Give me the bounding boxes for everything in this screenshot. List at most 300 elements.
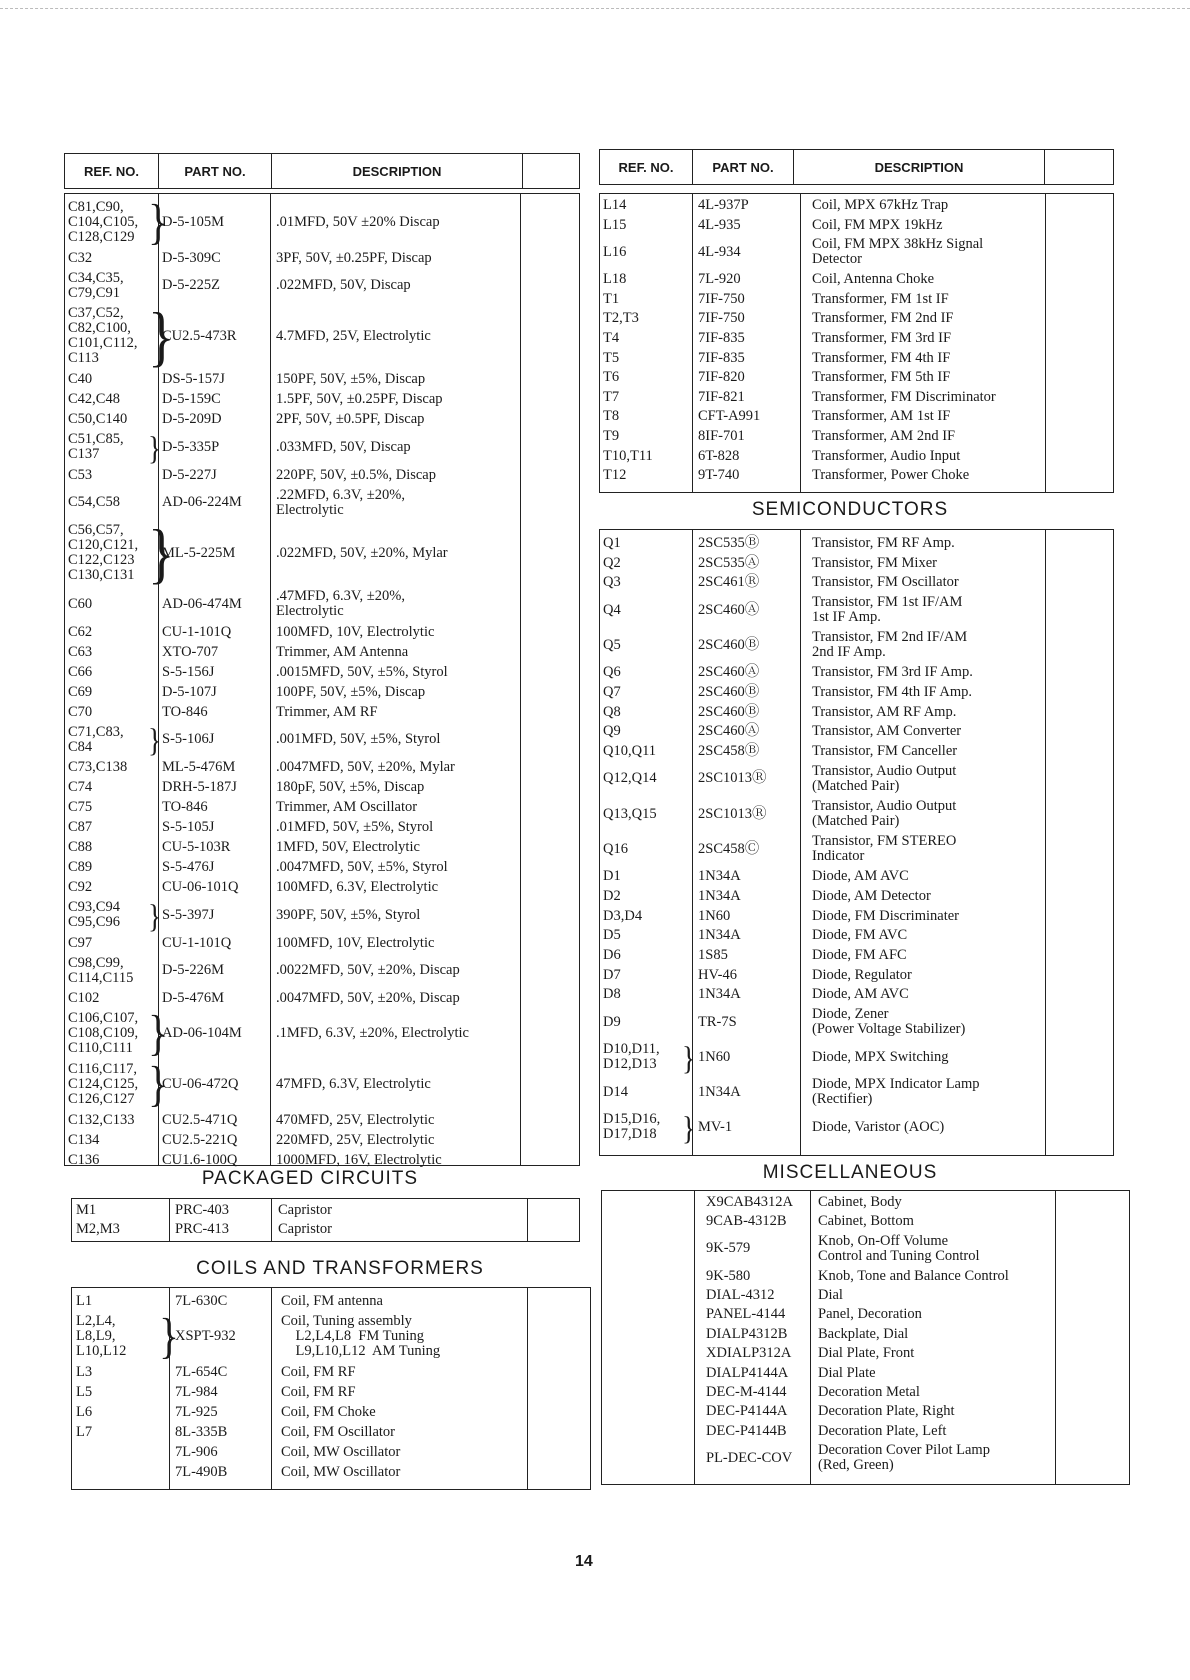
header-ref: REF. NO.	[65, 154, 159, 188]
part-cell: DEC-P4144A	[706, 1403, 788, 1420]
table-row	[600, 1007, 1113, 1038]
table-row	[65, 705, 579, 720]
table-row	[600, 218, 1113, 233]
desc-cell: Cabinet, Body	[818, 1194, 902, 1210]
part-cell: DS-5-157J	[162, 371, 225, 388]
table-row	[65, 412, 579, 427]
desc-cell: .1MFD, 6.3V, ±20%, Electrolytic	[276, 1025, 469, 1042]
part-cell: S-5-106J	[162, 731, 215, 748]
part-cell: 2SC460Ⓑ	[698, 703, 760, 720]
desc-cell: Coil, FM MPX 19kHz	[812, 216, 943, 233]
ref-cell: C73,C138	[68, 759, 128, 776]
part-cell: CU2.5-473R	[162, 328, 237, 345]
table-row	[65, 1005, 579, 1061]
table-row	[600, 869, 1113, 884]
table-row	[72, 1203, 579, 1218]
part-cell: AD-06-474M	[162, 596, 242, 613]
part-cell: D-5-226M	[162, 962, 225, 979]
desc-cell: Coil, MW Oscillator	[281, 1463, 401, 1480]
part-cell: 9K-580	[706, 1267, 751, 1284]
table-row	[602, 1195, 1129, 1210]
right-table-header	[599, 149, 1114, 185]
brace-mark: }	[148, 721, 162, 759]
ref-cell: C116,C117, C124,C125, C126,C127	[68, 1060, 139, 1107]
part-cell: S-5-105J	[162, 819, 215, 836]
part-cell: CU-5-103R	[162, 839, 231, 856]
desc-cell: Diode, Varistor (AOC)	[812, 1118, 945, 1135]
table-row	[602, 1346, 1129, 1361]
ref-cell: C54,C58	[68, 494, 120, 511]
table-row	[600, 889, 1113, 904]
table-row	[602, 1424, 1129, 1439]
part-cell: 1N34A	[698, 1083, 741, 1100]
table-row	[65, 685, 579, 700]
table-row	[602, 1366, 1129, 1381]
table-row	[72, 1385, 590, 1400]
desc-cell: Coil, FM RF	[281, 1383, 356, 1400]
ref-cell: C40	[68, 371, 93, 388]
part-cell: DEC-P4144B	[706, 1422, 787, 1439]
desc-cell: Diode, Zener (Power Voltage Stabilizer)	[812, 1006, 966, 1037]
ref-cell: C102	[68, 990, 100, 1006]
part-cell: D-5-335P	[162, 439, 220, 456]
part-cell: 4L-934	[698, 243, 741, 260]
part-cell: 8IF-701	[698, 428, 745, 444]
desc-cell: Decoration Plate, Left	[818, 1422, 947, 1439]
desc-cell: Coil, FM MPX 38kHz Signal Detector	[812, 236, 984, 268]
desc-cell: Transformer, Power Choke	[812, 467, 970, 484]
ref-cell: Q4	[603, 601, 621, 618]
part-cell: 2SC1013Ⓡ	[698, 770, 767, 787]
ref-cell: T12	[603, 467, 627, 484]
desc-cell: .01MFD, 50V, ±5%, Styrol	[276, 819, 434, 836]
table-row	[602, 1269, 1129, 1284]
desc-cell: 1000MFD, 16V, Electrolytic	[276, 1151, 442, 1168]
page-number: 14	[575, 1553, 593, 1570]
desc-cell: 100PF, 50V, ±5%, Discap	[276, 683, 426, 700]
ref-cell: T7	[603, 388, 620, 405]
part-cell: 9K-579	[706, 1240, 751, 1257]
part-cell: XSPT-932	[175, 1328, 236, 1345]
part-cell: 7L-630C	[175, 1293, 228, 1309]
desc-cell: 220MFD, 25V, Electrolytic	[276, 1131, 435, 1148]
left-table-header	[64, 153, 580, 189]
part-cell: ML-5-225M	[162, 545, 236, 562]
ref-cell: Q12,Q14	[603, 770, 657, 787]
table-row	[600, 1077, 1113, 1108]
ref-cell: C134	[68, 1131, 100, 1148]
desc-cell: .033MFD, 50V, Discap	[276, 439, 411, 456]
ref-cell: C71,C83, C84	[68, 723, 124, 755]
coils-transformers-table	[71, 1287, 591, 1490]
ref-cell: C98,C99, C114,C115	[68, 954, 134, 986]
ref-cell: Q7	[603, 684, 621, 700]
brace-mark: }	[148, 428, 162, 466]
part-cell: D-5-107J	[162, 683, 217, 700]
desc-cell: 150PF, 50V, ±5%, Discap	[276, 371, 426, 388]
desc-cell: 180pF, 50V, ±5%, Discap	[276, 779, 425, 796]
desc-cell: Transistor, Audio Output (Matched Pair)	[812, 797, 957, 829]
desc-cell: Decoration Cover Pilot Lamp (Red, Green)	[818, 1442, 990, 1474]
part-cell: D-5-476M	[162, 990, 225, 1006]
table-row	[72, 1308, 590, 1364]
desc-cell: Decoration Metal	[818, 1384, 920, 1400]
desc-cell: Transistor, Audio Output (Matched Pair)	[812, 762, 957, 794]
ref-cell: D8	[603, 986, 621, 1003]
table-row	[65, 936, 579, 951]
table-row	[600, 630, 1113, 661]
ref-cell: L16	[603, 243, 627, 260]
ref-cell: C106,C107, C108,C109, C110,C111	[68, 1010, 139, 1056]
table-row	[600, 390, 1113, 405]
ref-cell: L3	[76, 1363, 93, 1380]
part-cell: AD-06-224M	[162, 494, 242, 511]
table-row	[65, 991, 579, 1006]
desc-cell: Knob, Tone and Balance Control	[818, 1267, 1009, 1284]
header-part: PART NO.	[693, 150, 794, 184]
desc-cell: Transformer, FM 3rd IF	[812, 330, 952, 346]
table-row	[600, 968, 1113, 983]
right-coils-transformers-table	[599, 193, 1114, 493]
table-row	[72, 1294, 590, 1309]
desc-cell: Cabinet, Bottom	[818, 1213, 914, 1230]
table-row	[65, 956, 579, 987]
part-cell: 2SC461Ⓡ	[698, 574, 760, 591]
part-cell: 7IF-821	[698, 388, 745, 405]
part-cell: S-5-397J	[162, 906, 215, 923]
part-cell: 2SC460Ⓐ	[698, 664, 760, 681]
part-cell: 7IF-835	[698, 330, 745, 346]
desc-cell: Diode, Regulator	[812, 966, 912, 983]
desc-cell: Decoration Plate, Right	[818, 1403, 955, 1420]
desc-cell: Transistor, FM Oscillator	[812, 574, 959, 591]
table-row	[65, 625, 579, 640]
desc-cell: Diode, FM AVC	[812, 927, 908, 944]
desc-cell: 220PF, 50V, ±0.5%, Discap	[276, 466, 436, 483]
part-cell: S-5-476J	[162, 859, 215, 876]
desc-cell: Transformer, Audio Input	[812, 447, 961, 464]
part-cell: 2SC458Ⓑ	[698, 743, 760, 760]
table-row	[602, 1307, 1129, 1322]
part-cell: CU2.5-471Q	[162, 1111, 238, 1128]
table-row	[65, 1133, 579, 1148]
desc-cell: Coil, MPX 67kHz Trap	[812, 197, 949, 213]
part-cell: D-5-309C	[162, 249, 221, 266]
ref-cell: L2,L4, L8,L9, L10,L12	[76, 1313, 127, 1359]
part-cell: 1N34A	[698, 868, 741, 885]
desc-cell: .0047MFD, 50V, ±5%, Styrol	[276, 859, 448, 876]
part-cell: DIALP4312B	[706, 1325, 788, 1342]
table-row	[65, 721, 579, 759]
table-row	[65, 589, 579, 620]
desc-cell: Coil, MW Oscillator	[281, 1443, 401, 1460]
part-cell: X9CAB4312A	[706, 1194, 794, 1210]
table-row	[65, 1153, 579, 1168]
ref-cell: C63	[68, 643, 93, 660]
brace-mark: }	[148, 1005, 168, 1061]
table-row	[65, 840, 579, 855]
desc-cell: Dial	[818, 1287, 843, 1303]
ref-cell: Q10,Q11	[603, 743, 657, 760]
table-row	[65, 1056, 579, 1112]
header-blank	[1045, 150, 1113, 184]
part-cell: 1N60	[698, 1048, 731, 1065]
brace-mark: }	[148, 896, 162, 934]
desc-cell: Transistor, AM Converter	[812, 723, 962, 740]
ref-cell: Q9	[603, 723, 621, 740]
desc-cell: .0022MFD, 50V, ±20%, Discap	[276, 962, 460, 979]
part-cell: 7L-654C	[175, 1363, 228, 1380]
part-cell: 6T-828	[698, 447, 740, 464]
desc-cell: Capristor	[278, 1202, 332, 1218]
table-row	[65, 896, 579, 934]
desc-cell: Diode, MPX Indicator Lamp (Rectifier)	[812, 1076, 980, 1108]
table-row	[600, 331, 1113, 346]
table-row	[65, 271, 579, 302]
ref-cell: T8	[603, 408, 620, 425]
table-row	[600, 449, 1113, 464]
ref-cell: C60	[68, 596, 93, 613]
header-blank	[523, 154, 579, 188]
table-row	[65, 372, 579, 387]
desc-cell: Transistor, FM Mixer	[812, 554, 937, 571]
part-cell: 7IF-820	[698, 369, 745, 386]
header-desc: DESCRIPTION	[794, 150, 1045, 184]
desc-cell: Transformer, FM 4th IF	[812, 349, 951, 366]
ref-cell: C70	[68, 703, 93, 720]
part-cell: 9T-740	[698, 467, 740, 484]
table-row	[65, 880, 579, 895]
part-cell: CU-06-472Q	[162, 1076, 239, 1093]
ref-cell: T6	[603, 369, 620, 386]
desc-cell: Transformer, FM Discriminator	[812, 388, 996, 405]
part-cell: ML-5-476M	[162, 759, 236, 776]
part-cell: D-5-159C	[162, 391, 221, 408]
desc-cell: 3PF, 50V, ±0.25PF, Discap	[276, 249, 432, 266]
left-main-parts-table	[64, 193, 580, 1166]
table-row	[600, 311, 1113, 326]
part-cell: DEC-M-4144	[706, 1384, 787, 1400]
part-cell: 7IF-835	[698, 349, 745, 366]
table-row	[602, 1385, 1129, 1400]
desc-cell: Trimmer, AM Oscillator	[276, 799, 418, 816]
table-row	[600, 370, 1113, 385]
desc-cell: Diode, AM AVC	[812, 986, 909, 1003]
desc-cell: 100MFD, 10V, Electrolytic	[276, 623, 435, 640]
desc-cell: .22MFD, 6.3V, ±20%, Electrolytic	[276, 486, 405, 518]
table-row	[65, 194, 579, 250]
ref-cell: Q6	[603, 664, 621, 681]
table-row	[65, 300, 579, 374]
ref-cell: C66	[68, 663, 93, 680]
part-cell: 1N34A	[698, 887, 741, 904]
table-row	[602, 1443, 1129, 1474]
ref-cell: M2,M3	[76, 1221, 120, 1238]
ref-cell: L18	[603, 271, 627, 288]
ref-cell: C42,C48	[68, 391, 120, 408]
table-row	[65, 392, 579, 407]
ref-cell: D9	[603, 1013, 621, 1030]
table-row	[600, 556, 1113, 571]
part-cell: CFT-A991	[698, 408, 761, 425]
desc-cell: 390PF, 50V, ±5%, Styrol	[276, 906, 421, 923]
desc-cell: .0047MFD, 50V, ±20%, Discap	[276, 990, 460, 1006]
desc-cell: .0047MFD, 50V, ±20%, Mylar	[276, 759, 455, 776]
desc-cell: Backplate, Dial	[818, 1325, 909, 1342]
ref-cell: Q8	[603, 703, 621, 720]
desc-cell: Diode, MPX Switching	[812, 1048, 949, 1065]
desc-cell: .0015MFD, 50V, ±5%, Styrol	[276, 663, 448, 680]
ref-cell: C88	[68, 839, 93, 856]
part-cell: 4L-937P	[698, 197, 749, 213]
table-row	[600, 292, 1113, 307]
part-cell: 8L-335B	[175, 1423, 228, 1440]
part-cell: MV-1	[698, 1118, 733, 1135]
ref-cell: Q13,Q15	[603, 805, 657, 822]
part-cell: CU-06-101Q	[162, 879, 239, 896]
ref-cell: D5	[603, 927, 621, 944]
brace-mark: }	[159, 1308, 179, 1364]
ref-cell: L15	[603, 216, 627, 233]
table-row	[65, 251, 579, 266]
desc-cell: Transformer, AM 1st IF	[812, 408, 951, 425]
table-row	[600, 468, 1113, 483]
part-cell: 7IF-750	[698, 290, 745, 307]
ref-cell: C87	[68, 819, 93, 836]
desc-cell: Coil, FM antenna	[281, 1293, 383, 1309]
desc-cell: Diode, FM Discriminater	[812, 907, 959, 924]
desc-cell: 1MFD, 50V, Electrolytic	[276, 839, 420, 856]
ref-cell: C132,C133	[68, 1111, 135, 1128]
table-row	[600, 764, 1113, 795]
ref-cell: L1	[76, 1293, 93, 1309]
part-cell: XTO-707	[162, 643, 219, 660]
table-row	[600, 536, 1113, 551]
ref-cell: C62	[68, 623, 93, 640]
ref-cell: Q2	[603, 554, 621, 571]
desc-cell: Transistor, FM 4th IF Amp.	[812, 684, 973, 700]
table-row	[600, 744, 1113, 759]
ref-cell: C32	[68, 249, 93, 266]
table-row	[600, 1108, 1113, 1146]
ref-cell: D3,D4	[603, 907, 643, 924]
part-cell: 4L-935	[698, 216, 741, 233]
table-row	[600, 834, 1113, 865]
brace-mark: }	[148, 300, 175, 374]
desc-cell: Transistor, FM STEREO Indicator	[812, 833, 957, 864]
desc-cell: Transformer, FM 5th IF	[812, 369, 951, 386]
table-row	[600, 799, 1113, 830]
part-cell: 2SC460Ⓑ	[698, 636, 760, 653]
table-row	[72, 1365, 590, 1380]
part-cell: 7IF-750	[698, 310, 745, 327]
table-row	[65, 760, 579, 775]
desc-cell: Transistor, FM 1st IF/AM 1st IF Amp.	[812, 594, 963, 626]
part-cell: 7L-490B	[175, 1463, 228, 1480]
desc-cell: Transformer, AM 2nd IF	[812, 428, 956, 444]
ref-cell: C97	[68, 934, 93, 951]
part-cell: PRC-413	[175, 1221, 229, 1238]
part-cell: 2SC460Ⓑ	[698, 684, 760, 700]
part-cell: 7L-984	[175, 1383, 218, 1400]
table-row	[600, 429, 1113, 444]
desc-cell: Dial Plate, Front	[818, 1345, 915, 1362]
desc-cell: Transistor, FM 2nd IF/AM 2nd IF Amp.	[812, 629, 968, 661]
header-desc: DESCRIPTION	[272, 154, 523, 188]
desc-cell: .022MFD, 50V, Discap	[276, 277, 411, 294]
part-cell: CU-1-101Q	[162, 623, 232, 640]
ref-cell: T5	[603, 349, 620, 366]
table-row	[600, 595, 1113, 626]
ref-cell: D1	[603, 868, 621, 885]
table-row	[600, 909, 1113, 924]
miscellaneous-title: MISCELLANEOUS	[762, 1162, 938, 1183]
table-row	[72, 1222, 579, 1237]
ref-cell: C69	[68, 683, 93, 700]
table-row	[72, 1405, 590, 1420]
table-row	[72, 1425, 590, 1440]
table-row	[65, 860, 579, 875]
part-cell: 1N34A	[698, 927, 741, 944]
table-row	[600, 724, 1113, 739]
coils-transformers-title: COILS AND TRANSFORMERS	[196, 1258, 484, 1279]
part-cell: XDIALP312A	[706, 1345, 792, 1362]
desc-cell: 47MFD, 6.3V, Electrolytic	[276, 1076, 431, 1093]
semiconductors-table	[599, 529, 1114, 1156]
part-cell: D-5-225Z	[162, 277, 220, 294]
part-cell: 1S85	[698, 946, 728, 963]
part-cell: CU1.6-100Q	[162, 1151, 238, 1168]
brace-mark: }	[682, 1038, 696, 1076]
table-row	[600, 575, 1113, 590]
part-cell: CU-1-101Q	[162, 934, 232, 951]
part-cell: S-5-156J	[162, 663, 215, 680]
part-cell: 7L-920	[698, 271, 741, 288]
table-row	[65, 488, 579, 519]
ref-cell: C50,C140	[68, 411, 128, 428]
desc-cell: 2PF, 50V, ±0.5PF, Discap	[276, 411, 425, 428]
part-cell: 1N34A	[698, 986, 741, 1003]
table-row	[600, 198, 1113, 213]
part-cell: D-5-227J	[162, 466, 217, 483]
desc-cell: Knob, On-Off Volume Control and Tuning Control	[818, 1232, 980, 1264]
header-ref: REF. NO.	[600, 150, 693, 184]
part-cell: 2SC535Ⓑ	[698, 535, 760, 551]
desc-cell: Capristor	[278, 1221, 332, 1238]
table-row	[72, 1445, 590, 1460]
table-row	[65, 428, 579, 466]
desc-cell: 470MFD, 25V, Electrolytic	[276, 1111, 435, 1128]
part-cell: AD-06-104M	[162, 1025, 242, 1042]
ref-cell: L5	[76, 1383, 93, 1400]
ref-cell: L7	[76, 1423, 93, 1440]
table-row	[65, 820, 579, 835]
ref-cell: C51,C85, C137	[68, 431, 124, 463]
ref-cell: L6	[76, 1403, 93, 1420]
packaged-circuits-table	[71, 1198, 580, 1242]
table-row	[602, 1327, 1129, 1342]
header-part: PART NO.	[159, 154, 272, 188]
part-cell: HV-46	[698, 966, 737, 983]
table-row	[600, 948, 1113, 963]
part-cell: 1N60	[698, 907, 731, 924]
table-row	[65, 800, 579, 815]
part-cell: 9CAB-4312B	[706, 1213, 787, 1230]
ref-cell: T1	[603, 290, 620, 307]
part-cell: PANEL-4144	[706, 1306, 786, 1323]
ref-cell: D6	[603, 946, 621, 963]
part-cell: 2SC460Ⓐ	[698, 601, 760, 618]
